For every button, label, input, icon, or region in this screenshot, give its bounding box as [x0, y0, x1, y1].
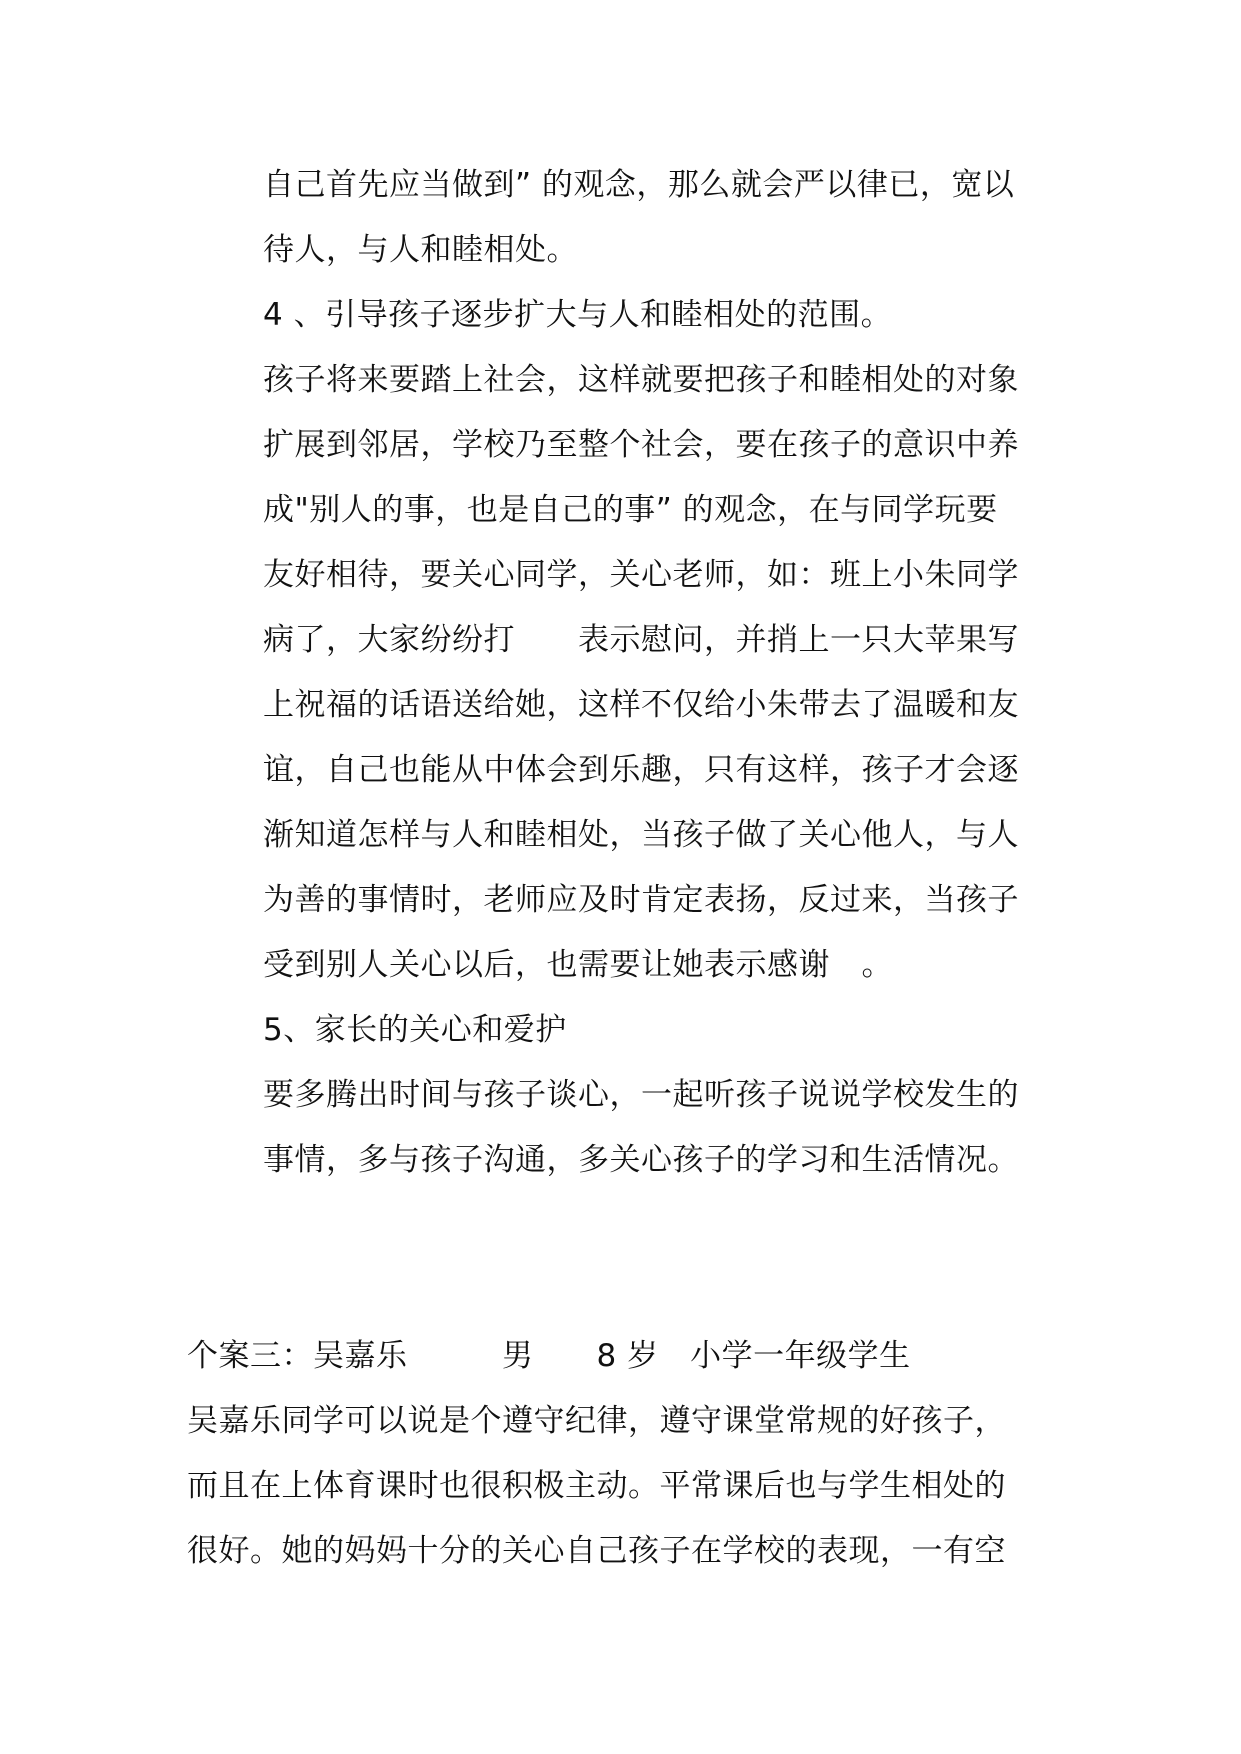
section-heading-4: 4 、引导孩子逐步扩大与人和睦相处的范围。	[263, 297, 893, 333]
text-line: 要多腾出时间与孩子谈心，一起听孩子说说学校发生的	[263, 1077, 1019, 1113]
text-line: 受到别人关心以后，也需要让她表示感谢 。	[263, 947, 893, 983]
text-line: 为善的事情时，老师应及时肯定表扬，反过来，当孩子	[263, 882, 1019, 918]
text-line: 而且在上体育课时也很积极主动。平常课后也与学生相处的	[187, 1468, 1006, 1504]
text-line: 吴嘉乐同学可以说是个遵守纪律，遵守课堂常规的好孩子，	[187, 1403, 1006, 1439]
text-line: 自己首先应当做到” 的观念，那么就会严以律已，宽以	[263, 167, 1015, 203]
text-line: 孩子将来要踏上社会，这样就要把孩子和睦相处的对象	[263, 362, 1019, 398]
text-line: 扩展到邻居，学校乃至整个社会，要在孩子的意识中养	[263, 427, 1019, 463]
text-line: 友好相待，要关心同学，关心老师，如：班上小朱同学	[263, 557, 1019, 593]
text-line: 成"别人的事，也是自己的事” 的观念，在与同学玩要	[263, 492, 998, 528]
section-heading-5: 5、家长的关心和爱护	[263, 1012, 567, 1048]
text-line: 谊，自己也能从中体会到乐趣，只有这样，孩子才会逐	[263, 752, 1019, 788]
text-line: 很好。她的妈妈十分的关心自己孩子在学校的表现，一有空	[187, 1533, 1006, 1569]
text-line: 病了，大家纷纷打 表示慰问，并捎上一只大苹果写	[263, 622, 1019, 658]
text-line: 待人，与人和睦相处。	[263, 232, 578, 268]
text-line: 上祝福的话语送给她，这样不仅给小朱带去了温暖和友	[263, 687, 1019, 723]
text-line: 事情，多与孩子沟通，多关心孩子的学习和生活情况。	[263, 1142, 1019, 1178]
case-heading: 个案三：吴嘉乐 男 8 岁 小学一年级学生	[187, 1338, 911, 1374]
text-line: 渐知道怎样与人和睦相处，当孩子做了关心他人，与人	[263, 817, 1019, 853]
